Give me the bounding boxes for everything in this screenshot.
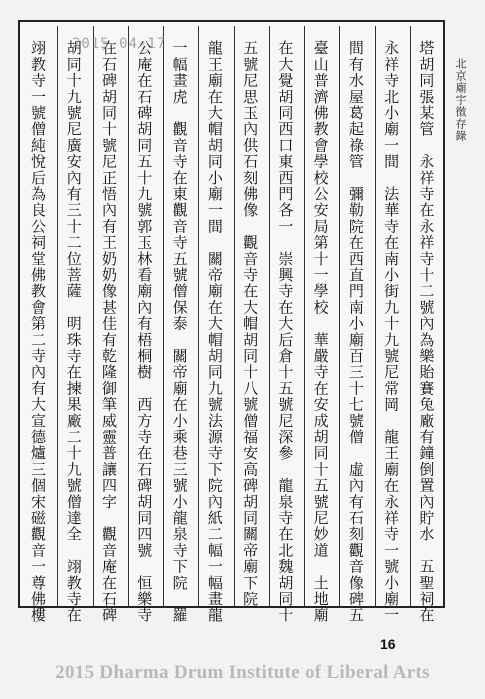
text-columns — [22, 26, 442, 624]
text-column — [339, 26, 371, 624]
column-text: 在石碑胡同十號尼正悟內有王奶奶像甚佳有乾隆御筆威靈普讓四字 觀音庵在石碑 — [100, 40, 119, 624]
text-column — [269, 26, 301, 624]
page-number: 16 — [380, 636, 396, 652]
text-column — [304, 26, 336, 624]
column-text: 五號尼思玉內供石刻佛像 觀音寺在大帽胡同十八號僧福安高碑胡同關帝廟下院 — [241, 40, 260, 607]
text-column — [128, 26, 160, 624]
text-column — [22, 26, 54, 624]
column-text: 龍王廟在大帽胡同小廟一間 關帝廟在大帽胡同九號法源寺下院內紙二幅一幅畫龍 — [205, 40, 224, 624]
text-column — [57, 26, 89, 624]
column-text: 公庵在石碑胡同五十九號郭玉林看廟內有梧桐樹 西方寺在石碑胡同四號 恒樂寺 — [135, 40, 154, 624]
running-title: 北京廟宇徵存錄 — [454, 58, 467, 142]
text-column — [93, 26, 125, 624]
text-column — [234, 26, 266, 606]
text-column — [163, 26, 195, 624]
column-text: 塔胡同張某管 永祥寺在永祥寺十二號內為樂貽賽兔廠有鐘倒置內貯水 五聖祠在 — [417, 40, 436, 624]
date-stamp: 2015-04-17 — [72, 36, 167, 52]
footer-watermark: 2015 Dharma Drum Institute of Liberal Arts — [55, 662, 430, 683]
column-text: 翊教寺一號僧純悅后為良公祠堂佛教會第二寺內有大宣德爐三個宋磁觀音一尊佛樓 — [29, 40, 47, 624]
text-column — [410, 26, 442, 624]
column-text: 永祥寺北小廟一間 法華寺在南小街九十九號尼常岡 龍王廟在永祥寺一號小廟一 — [382, 40, 401, 624]
column-text: 臺山普濟佛教會學校公安局第十一學校 華嚴寺在安成胡同十五號尼妙道 土地廟 — [311, 40, 330, 624]
text-column — [198, 26, 230, 624]
column-text: 胡同十九號尼廣安內有三十二位菩薩 明珠寺在揀果廠二十九號僧達全 翊教寺在 — [64, 40, 83, 624]
column-text: 一幅畫虎 觀音寺在東觀音寺五號僧保泰 關帝廟在小乘巷三號小龍泉寺下院 羅 — [170, 40, 189, 624]
column-text: 間有水屋葛起祿管 彌勒院在西直門南小廟百三十七號僧 虛內有石刻觀音像碑五 — [346, 40, 365, 624]
text-column — [375, 26, 407, 624]
column-text: 在大覺胡同西口東西門各一 崇興寺在大后倉十五號尼深參 龍泉寺在北魏胡同十 — [276, 40, 295, 624]
